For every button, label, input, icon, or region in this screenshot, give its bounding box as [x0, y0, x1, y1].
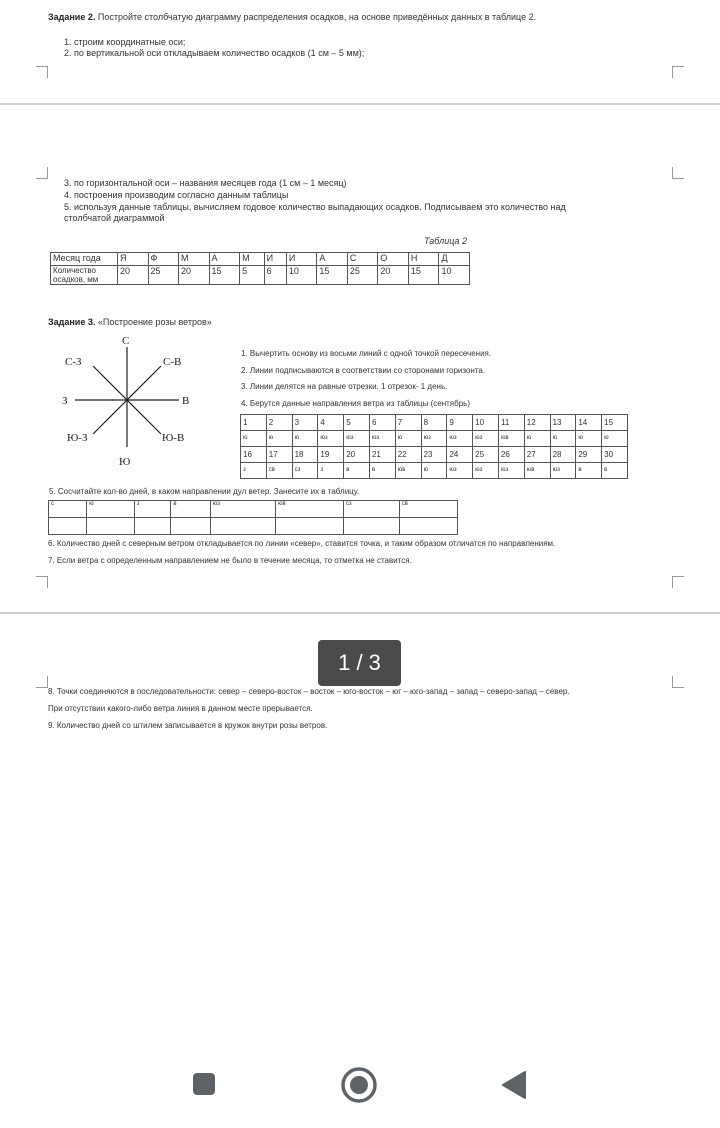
rose-label-se: Ю-В: [162, 432, 185, 444]
table-cell: юз: [421, 431, 447, 447]
table-cell: ю: [266, 431, 292, 447]
table-cell: 10: [439, 266, 470, 285]
table-cell: ю: [524, 431, 550, 447]
table-cell: 25: [347, 266, 378, 285]
table-cell: 23: [421, 447, 447, 463]
table-cell: 25: [148, 266, 179, 285]
table-cell: ю: [292, 431, 318, 447]
table-cell: 10: [286, 266, 317, 285]
table2-caption: Таблица 2: [424, 236, 468, 246]
table-cell: 10: [473, 415, 499, 431]
table-cell: 8: [421, 415, 447, 431]
table-cell: А: [209, 253, 240, 266]
table-cell: юв: [395, 463, 421, 479]
table-cell: [275, 518, 343, 535]
rose-label-s: Ю: [119, 456, 131, 468]
table-cell: 12: [524, 415, 550, 431]
crop-mark: [672, 676, 684, 688]
table-cell: М: [179, 253, 210, 266]
table-cell: 19: [318, 447, 344, 463]
table-cell: 20: [344, 447, 370, 463]
table-row: [241, 415, 628, 431]
table-cell: ю: [421, 463, 447, 479]
table-cell: в: [344, 463, 370, 479]
table-cell: ю: [576, 431, 602, 447]
table-cell: юз: [498, 463, 524, 479]
table-cell: с: [49, 501, 87, 518]
table-cell: св: [399, 501, 457, 518]
table-cell: 26: [498, 447, 524, 463]
table-row: [51, 253, 470, 266]
table-row: [241, 431, 628, 447]
table-cell: 22: [395, 447, 421, 463]
table-row: [51, 266, 470, 285]
table-cell: 4: [318, 415, 344, 431]
table-cell: А: [317, 253, 348, 266]
table-row: [241, 463, 628, 479]
task3-step-3: 3. Линии делятся на равные отрезки. 1 отрезок- 1 день.: [241, 382, 448, 391]
table-cell: 2: [266, 415, 292, 431]
task2-title: Задание 2. Постройте столбчатую диаграмму распределения осадков, на основе приведённых данных в таблице 2.: [48, 12, 537, 22]
table-cell: юз: [550, 463, 576, 479]
table-cell: 13: [550, 415, 576, 431]
crop-mark: [672, 167, 684, 179]
crop-mark: [36, 167, 48, 179]
table-cell: [399, 518, 457, 535]
table-cell: М: [240, 253, 265, 266]
crop-mark: [36, 576, 48, 588]
table-cell: Количество осадков, мм: [51, 266, 118, 285]
table-cell: юв: [524, 463, 550, 479]
table-cell: Месяц года: [51, 253, 118, 266]
recent-apps-button[interactable]: [192, 1072, 216, 1096]
table-cell: 24: [447, 447, 473, 463]
task3-step-8: 8. Точки соединяются в последовательности: север – северо-восток – восток – юго-восток – юг – юго-запад – запад – северо-запад – север.: [48, 687, 570, 696]
table-cell: С: [347, 253, 378, 266]
table-cell: 6: [369, 415, 395, 431]
table-cell: [87, 518, 135, 535]
table-cell: з: [134, 501, 171, 518]
task3-title: Задание 3. «Построение розы ветров»: [48, 317, 212, 327]
crop-mark: [672, 576, 684, 588]
rose-label-n: С: [122, 335, 130, 347]
wind-direction-table: [240, 414, 628, 479]
task3-step-8b: При отсутствии какого-либо ветра линия в данном месте прерывается.: [48, 704, 313, 713]
task3-step-1: 1. Вычертить основу из восьми линий с одной точкой пересечения.: [241, 349, 492, 358]
wind-count-table: [48, 500, 458, 535]
table-cell: 3: [292, 415, 318, 431]
table-cell: Ф: [148, 253, 179, 266]
table-cell: 7: [395, 415, 421, 431]
table-cell: 20: [378, 266, 409, 285]
square-icon: [192, 1072, 216, 1096]
wind-rose-diagram: [55, 332, 205, 472]
table-row: [49, 501, 458, 518]
table-cell: И: [264, 253, 286, 266]
precipitation-table: [50, 252, 470, 285]
rose-label-ne: С-В: [163, 356, 182, 368]
table-cell: Д: [439, 253, 470, 266]
table-cell: 15: [602, 415, 628, 431]
task3-step-9: 9. Количество дней со штилем записывается в кружок внутри розы ветров.: [48, 721, 328, 730]
table-cell: з: [241, 463, 267, 479]
table-cell: 15: [209, 266, 240, 285]
task2-step-5-cont: столбчатой диаграммой: [64, 213, 165, 223]
table-cell: в: [369, 463, 395, 479]
table-row: [49, 518, 458, 535]
table-cell: 16: [241, 447, 267, 463]
table-cell: 25: [473, 447, 499, 463]
table-cell: [134, 518, 171, 535]
table-cell: ю: [550, 431, 576, 447]
table-cell: юз: [318, 431, 344, 447]
table-cell: Н: [408, 253, 439, 266]
table-cell: ю: [602, 431, 628, 447]
table-cell: сз: [292, 463, 318, 479]
table-cell: св: [266, 463, 292, 479]
back-triangle-icon: [500, 1070, 528, 1100]
table-cell: юз: [344, 431, 370, 447]
table-cell: юз: [447, 463, 473, 479]
crop-mark: [672, 66, 684, 78]
table-cell: юз: [447, 431, 473, 447]
table-cell: 15: [317, 266, 348, 285]
home-button[interactable]: [340, 1066, 378, 1104]
table-cell: ю: [395, 431, 421, 447]
crop-mark: [36, 676, 48, 688]
task3-step-7: 7. Если ветра с определенным направлением не было в течение месяца, то отметка не ставится.: [48, 556, 412, 565]
table-cell: юз: [473, 431, 499, 447]
table-cell: 5: [240, 266, 265, 285]
table-cell: [210, 518, 275, 535]
table-cell: 29: [576, 447, 602, 463]
table-cell: юз: [210, 501, 275, 518]
task2-step-3: 3. по горизонтальной оси – названия месяцев года (1 см – 1 месяц): [64, 178, 347, 188]
rose-label-w: З: [62, 395, 68, 407]
table-row: [241, 447, 628, 463]
table-cell: 18: [292, 447, 318, 463]
table-cell: 28: [550, 447, 576, 463]
task2-step-2: 2. по вертикальной оси откладываем количество осадков (1 см – 5 мм);: [64, 48, 365, 58]
rose-label-sw: Ю-З: [67, 432, 88, 444]
task3-step-4: 4. Берутся данные направления ветра из таблицы (сентябрь): [241, 399, 470, 408]
table-cell: 20: [118, 266, 149, 285]
table-cell: юз: [473, 463, 499, 479]
table-cell: в: [602, 463, 628, 479]
table-cell: 14: [576, 415, 602, 431]
crop-mark: [36, 66, 48, 78]
table-cell: в: [576, 463, 602, 479]
table-cell: [49, 518, 87, 535]
rose-label-nw: С-З: [65, 356, 82, 368]
task3-step-5: 5. Сосчитайте кол-во дней, в каком направлении дул ветер. Занесите их в таблицу.: [49, 487, 360, 496]
table-cell: О: [378, 253, 409, 266]
table-cell: сз: [343, 501, 399, 518]
table-cell: 9: [447, 415, 473, 431]
table-cell: юв: [498, 431, 524, 447]
table-cell: ю: [241, 431, 267, 447]
task3-step-6: 6. Количество дней с северным ветром откладывается по линии «север», ставится точка, и таким образом отличатся по направлениям.: [48, 539, 556, 548]
task2-step-1: 1. строим координатные оси;: [64, 37, 186, 47]
table-cell: Я: [118, 253, 149, 266]
table-cell: юз: [369, 431, 395, 447]
task2-step-5: 5. используя данные таблицы, вычисляем годовое количество выпадающих осадков. Подписываем это количество над: [64, 202, 566, 212]
table-cell: 5: [344, 415, 370, 431]
table-cell: юв: [275, 501, 343, 518]
page-divider: [0, 612, 720, 614]
table-cell: 27: [524, 447, 550, 463]
task3-step-2: 2. Линии подписываются в соответствии со сторонами горизонта.: [241, 366, 486, 375]
table-cell: з: [318, 463, 344, 479]
table-cell: [343, 518, 399, 535]
table-cell: [171, 518, 210, 535]
table-cell: 20: [179, 266, 210, 285]
table-cell: И: [286, 253, 317, 266]
table-cell: ю: [87, 501, 135, 518]
task2-step-4: 4. построения производим согласно данным таблицы: [64, 190, 289, 200]
table-cell: в: [171, 501, 210, 518]
rose-label-e: В: [182, 395, 190, 407]
home-circle-icon: [340, 1066, 378, 1104]
page-divider: [0, 103, 720, 105]
page-indicator: 1 / 3: [318, 640, 401, 686]
table-cell: 11: [498, 415, 524, 431]
table-cell: 6: [264, 266, 286, 285]
table-cell: 1: [241, 415, 267, 431]
table-cell: 15: [408, 266, 439, 285]
back-button[interactable]: [500, 1070, 528, 1100]
table-cell: 17: [266, 447, 292, 463]
table-cell: 30: [602, 447, 628, 463]
table-cell: 21: [369, 447, 395, 463]
